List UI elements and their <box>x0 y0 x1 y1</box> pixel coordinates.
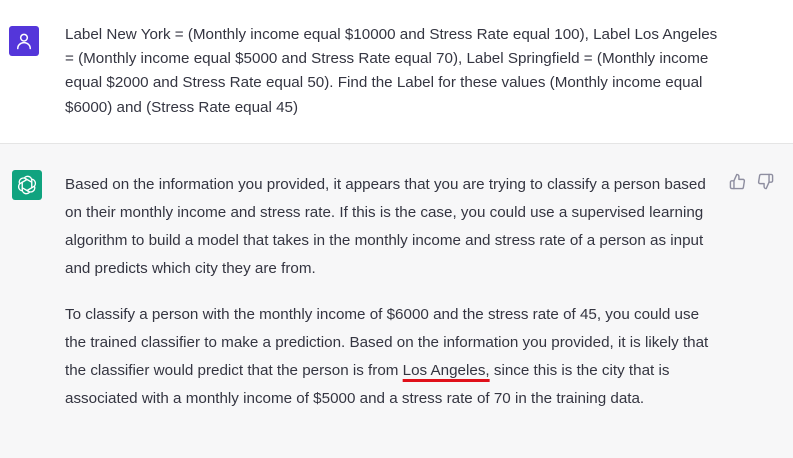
paragraph-2-before: To classify a person with the monthly income of $6000 and the stress rate of 45, you could use the trained classifier to make a prediction. Based on the information you provided, it is likely that the classifier would predict that the person is from <box>65 306 709 379</box>
assistant-paragraph-2 <box>65 301 720 413</box>
thumbs-up-button[interactable] <box>728 172 746 190</box>
paragraph-2-after: since this is the city that is associated with a monthly income of $5000 and a stress rate of 70 in the training data. <box>65 362 670 407</box>
highlighted-answer: Los Angeles, <box>402 362 490 379</box>
assistant-avatar <box>12 170 42 200</box>
thumbs-up-icon <box>729 173 746 190</box>
user-avatar <box>9 26 39 56</box>
assistant-paragraph-1: Based on the information you provided, it appears that you are trying to classify a person based on their monthly income and stress rate. If this is the case, you could use a supervised learning algorithm to build a model that takes in the monthly income and stress rate of a person as input and predicts which city they are from. <box>65 176 706 277</box>
thumbs-down-icon <box>757 173 774 190</box>
assistant-message-row <box>0 144 793 458</box>
feedback-buttons <box>728 172 774 190</box>
thumbs-down-button[interactable] <box>756 172 774 190</box>
user-message-row <box>0 0 793 144</box>
user-icon <box>14 31 34 51</box>
user-message-text: Label New York = (Monthly income equal $10000 and Stress Rate equal 100), Label Los Angeles = (Monthly income equal $5000 and Stress Rate equal 70), Label Springfield = (Monthly income equal $2000 and Stress Rate equal 50). Find the Label for these values (Monthly income equal $6000) and (Stress Rate equal 45) <box>65 26 718 116</box>
openai-logo-icon <box>16 174 38 196</box>
assistant-message-text <box>65 171 720 413</box>
